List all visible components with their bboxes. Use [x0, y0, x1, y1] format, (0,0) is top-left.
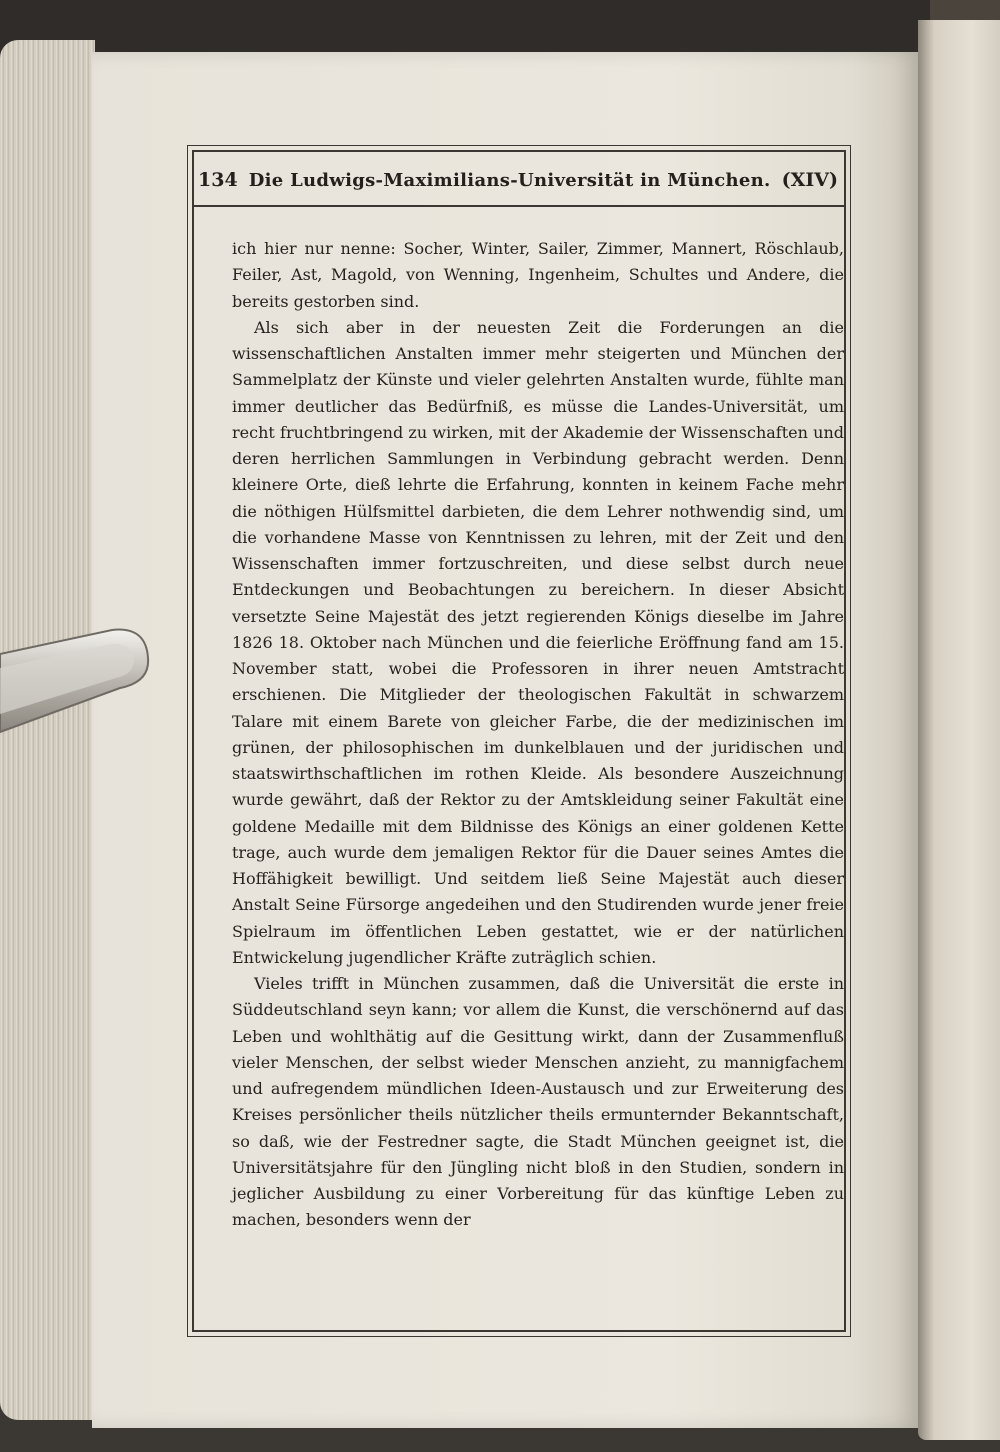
page-header: [198, 162, 838, 198]
page-clip-icon: [0, 622, 150, 742]
header-rule: [192, 205, 846, 207]
paragraph: Vieles trifft in München zusammen, daß die Universität die erste in Süddeutschland seyn kann; vor allem die Kunst, die verschönernd auf das Leben und wohlthätig auf die Gesittung wirkt, dann der Zusammenfluß vieler Menschen, der selbst wieder Menschen anzieht, zu mannigfachem und aufregendem mündlichen Ideen-Austausch und zur Erweiterung des Kreises persönlicher theils nützlicher theils ermunternder Bekanntschaft, so daß, wie der Festredner sagte, die Stadt München geeignet ist, die Universitätsjahre für den Jüngling nicht bloß in den Studien, sondern in jeglicher Ausbildung zu einer Vorbereitung für das künftige Leben zu machen, besonders wenn der: [232, 974, 844, 1230]
paragraph: Als sich aber in der neuesten Zeit die Forderungen an die wissenschaftlichen Anstalten immer mehr steigerten und München der Sammelplatz der Künste und vieler gelehrten Anstalten wurde, fühlte man immer deutlicher das Bedürfniß, es müsse die Landes-Universität, um recht fruchtbringend zu wirken, mit der Akademie der Wissenschaften und deren herrlichen Sammlungen in Verbindung gebracht werden. Denn kleinere Orte, dieß lehrte die Erfahrung, konnten in keinem Fache mehr die nöthigen Hülfsmittel darbieten, die dem Lehrer nothwendig sind, um die vorhandene Masse von Kenntnissen zu lehren, mit der Zeit und den Wissenschaften immer fortzuschreiten, und diese selbst durch neue Entdeckungen und Beobachtungen zu bereichern. In dieser Absicht versetzte Seine Majestät des jetzt regierenden Königs dieselbe im Jahre 1826 18. Oktober nach München und die feierliche Eröffnung fand am 15. November statt, wobei die Professoren in ihrer neuen Amtstracht erschienen. Die Mitglieder der theologischen Fakultät in schwarzem Talare mit einem Barete von gleicher Farbe, die der medizinischen im grünen, der philosophischen im dunkelblauen und der juridischen und staatswirthschaftlichen im rothen Kleide. Als besondere Auszeichnung wurde gewährt, daß der Rektor zu der Amtskleidung seiner Fakultät eine goldene Medaille mit dem Bildnisse des Königs an einer goldenen Kette trage, auch wurde dem jemaligen Rektor für die Dauer seines Amtes die Hoffähigkeit bewilligt. Und seitdem ließ Seine Majestät auch dieser Anstalt Seine Fürsorge angedeihen und den Studirenden wurde jener freie Spielraum im öffentlichen Leben gestattet, wie er der natürlichen Entwickelung jugendlicher Kräfte zuträglich schien.: [232, 317, 844, 967]
body-text: [232, 236, 844, 1234]
page-number: 134: [198, 169, 238, 191]
facing-page: [918, 20, 1000, 1440]
paragraph: ich hier nur nenne: Socher, Winter, Sailer, Zimmer, Mannert, Röschlaub, Feiler, Ast, Magold, von Wenning, Ingenheim, Schultes und Andere, die bereits gestorben sind.: [232, 239, 844, 311]
running-title: Die Ludwigs-Maximilians-Universität in München.: [248, 169, 771, 191]
section-mark: (XIV): [781, 169, 838, 191]
